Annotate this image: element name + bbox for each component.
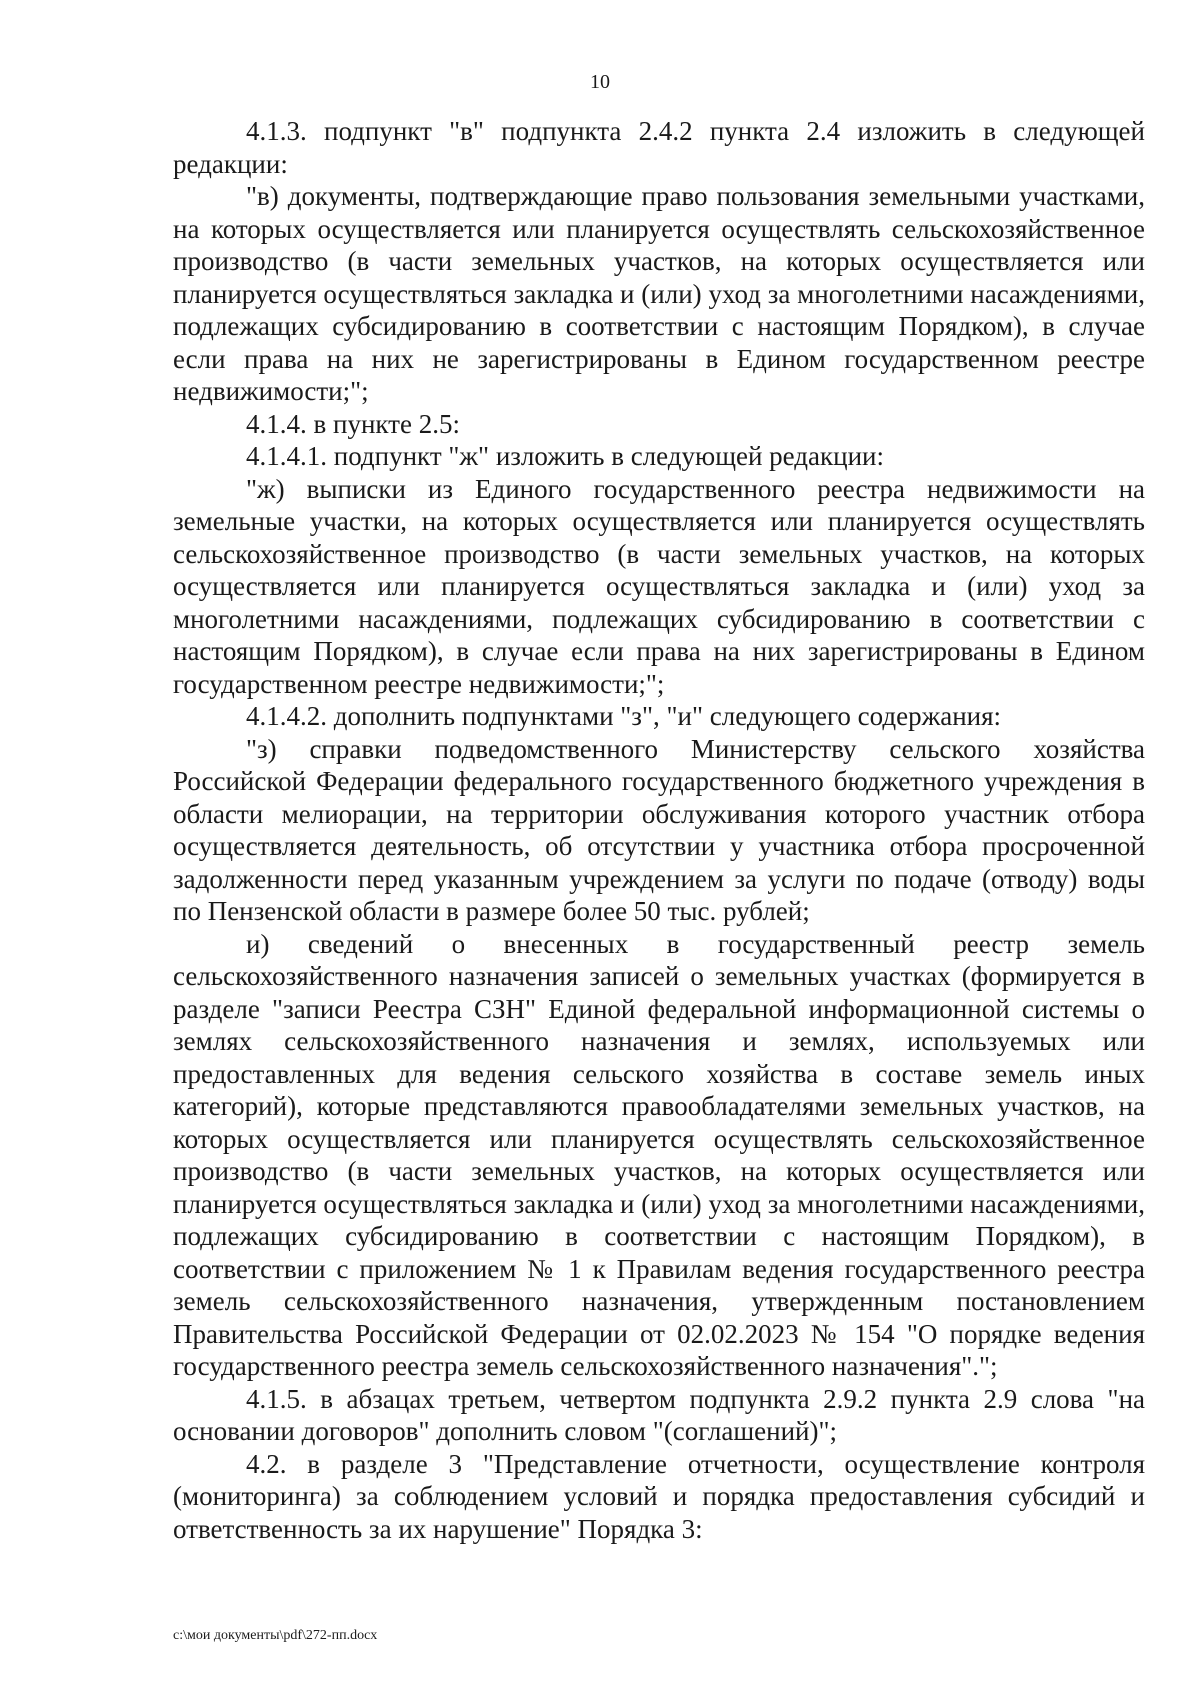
page-number: 10 (590, 71, 610, 93)
document-body (173, 115, 1145, 1545)
paragraph-4-1-5: 4.1.5. в абзацах третьем, четвертом подпункта 2.9.2 пункта 2.9 слова "на основании договоров" дополнить словом "(соглашений)"; (173, 1383, 1145, 1446)
paragraph-subitem-v: "в) документы, подтверждающие право пользования земельными участками, на которых осуществляется или планируется осуществлять сельскохозяйственное производство (в части земельных участков, на которых осуществляется или планируется осуществляться закладка и (или) уход за многолетними насаждениями, подлежащих субсидированию в соответствии с настоящим Порядком), в случае если права на них не зарегистрированы в Едином государственном реестре недвижимости;"; (173, 181, 1145, 406)
paragraph-subitem-z: "з) справки подведомственного Министерству сельского хозяйства Российской Федерации федерального государственного бюджетного учреждения в области мелиорации, на территории обслуживания которого участник отбора осуществляется деятельность, об отсутствии у участника отбора просроченной задолженности перед указанным учреждением за услуги по подаче (отводу) воды по Пензенской области в размере более 50 тыс. рублей; (173, 733, 1145, 926)
paragraph-4-1-3: 4.1.3. подпункт "в" подпункта 2.4.2 пункта 2.4 изложить в следующей редакции: (173, 116, 1145, 179)
paragraph-4-1-4-2: 4.1.4.2. дополнить подпунктами "з", "и" следующего содержания: (246, 701, 1002, 731)
paragraph-4-1-4: 4.1.4. в пункте 2.5: (246, 408, 460, 439)
footer-file-path: c:\мои документы\pdf\272-пп.docx (173, 1628, 378, 1643)
paragraph-4-2: 4.2. в разделе 3 "Представление отчетности, осуществление контроля (мониторинга) за соблюдением условий и порядка предоставления субсидий и ответственность за их нарушение" Порядка 3: (173, 1448, 1145, 1544)
paragraph-subitem-zh: "ж) выписки из Единого государственного реестра недвижимости на земельные участки, на которых осуществляется или планируется осуществлять сельскохозяйственное производство (в части земельных участков, на которых осуществляется или планируется осуществляться закладка и (или) уход за многолетними насаждениями, подлежащих субсидированию в соответствии с настоящим Порядком), в случае если права на них зарегистрированы в Едином государственном реестре недвижимости;"; (173, 473, 1145, 699)
paragraph-4-1-4-1: 4.1.4.1. подпункт "ж" изложить в следующей редакции: (246, 441, 884, 471)
paragraph-subitem-i: и) сведений о внесенных в государственный реестр земель сельскохозяйственного назначения записей о земельных участках (формируется в разделе "записи Реестра СЗН" Единой федеральной информационной системы о землях сельскохозяйственного назначения и землях, используемых или предоставленных для ведения сельского хозяйства в составе земель иных категорий), которые представляются правообладателями земельных участков, на которых осуществляется или планируется осуществлять сельскохозяйственное производство (в части земельных участков, на которых осуществляется или планируется осуществляться закладка и (или) уход за многолетними насаждениями, подлежащих субсидированию в соответствии с настоящим Порядком), в соответствии с приложением № 1 к Правилам ведения государственного реестра земель сельскохозяйственного назначения, утвержденным постановлением Правительства Российской Федерации от 02.02.2023 № 154 "О порядке ведения государственного реестра земель сельскохозяйственного назначения"."; (173, 928, 1145, 1381)
